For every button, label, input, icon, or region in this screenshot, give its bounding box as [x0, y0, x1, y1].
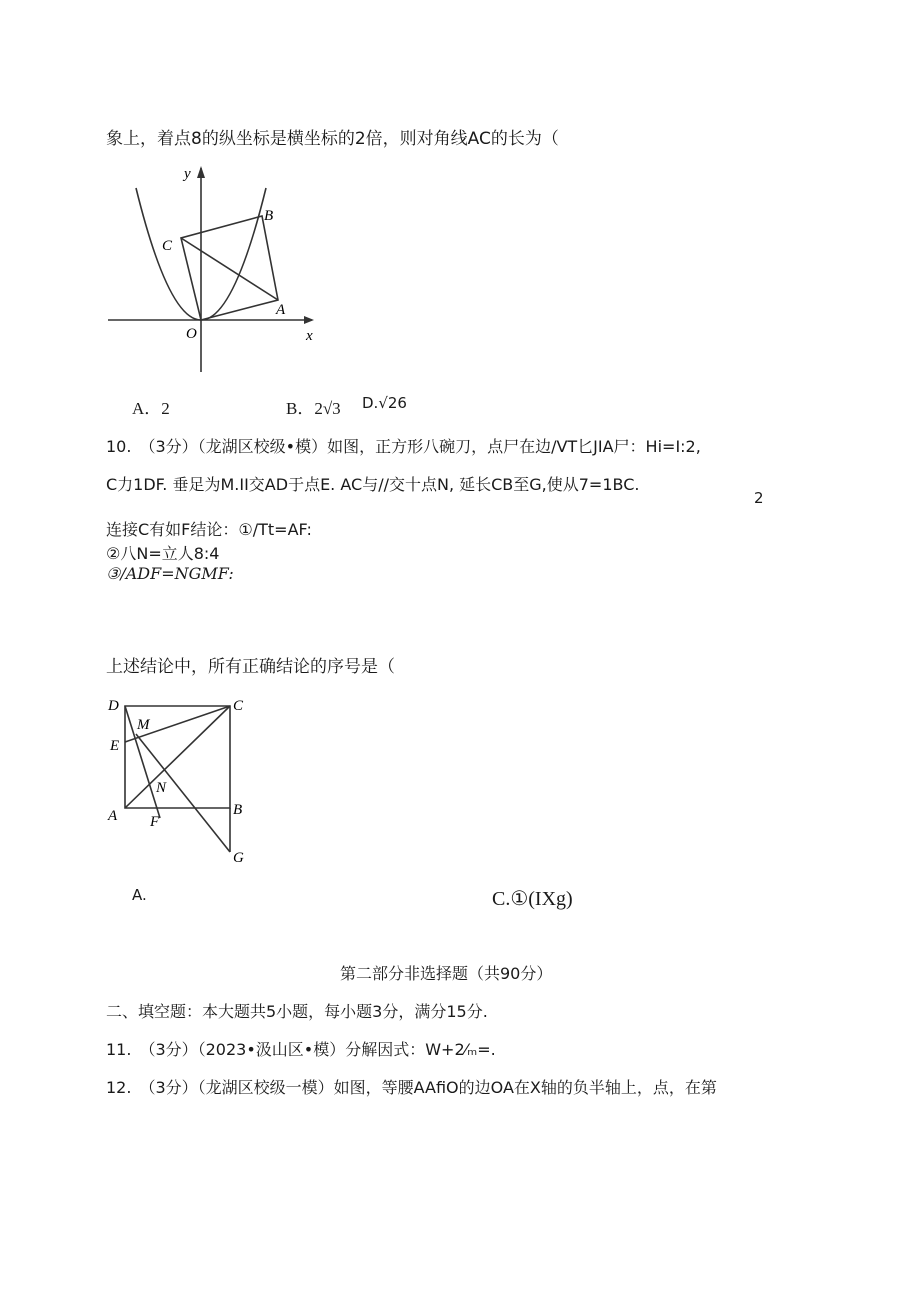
section2-title: 第二部分非选择题（共90分） — [340, 964, 553, 983]
label-A: A — [276, 302, 286, 318]
label-O: O — [186, 326, 197, 342]
label-x: x — [306, 328, 313, 344]
label-C: C — [162, 238, 173, 254]
label-y: y — [184, 166, 191, 182]
y-axis-arrow — [197, 166, 205, 178]
q10-line4: ②八N=立人8:4 — [106, 544, 220, 563]
q10-margin-number: 2 — [754, 489, 764, 507]
q9-option-a: A．2 — [132, 399, 170, 418]
diagonal-AC — [181, 238, 278, 300]
label-E: E — [110, 738, 120, 754]
q9-option-d: D.√26 — [362, 394, 407, 412]
q12-text: 12. （3分）（龙湖区校级一模）如图，等腰AAfiO的边OA在X轴的负半轴上，点，在第 — [106, 1078, 717, 1097]
q10-line2: C力1DF. 垂足为M.II交AD于点E. AC与//交十点N, 延长CB至G,使从7=1BC. — [106, 475, 640, 494]
label-F: F — [150, 814, 160, 830]
label-C: C — [233, 698, 244, 714]
q9-parabola-figure — [100, 158, 330, 378]
q10-line3: 连接C有如F结论：①/Tt=AF: — [106, 520, 312, 539]
q10-line1: 10. （3分）（龙湖区校级•模）如图，正方形八碗刀，点尸在边/VT匕JIA尸：Hi=I:2, — [106, 437, 701, 456]
label-B: B — [264, 208, 274, 224]
label-N: N — [156, 780, 167, 796]
q11-text: 11. （3分）（2023•汲山区•模）分解因式：W+2⁄ₘ=. — [106, 1040, 496, 1059]
q9-stem-tail: 象上，着点8的纵坐标是横坐标的2倍，则对角线AC的长为（ — [106, 129, 559, 149]
q10-option-a: A. — [132, 886, 147, 904]
label-D: D — [108, 698, 119, 714]
label-B: B — [233, 802, 243, 818]
label-A: A — [108, 808, 118, 824]
label-M: M — [137, 717, 150, 733]
x-axis-arrow — [304, 316, 314, 324]
q10-line5: ③/ADF=NGMF: — [106, 564, 234, 583]
q9-option-b: B．2√3 — [286, 399, 341, 418]
label-G: G — [233, 850, 244, 866]
square-OABC — [181, 216, 278, 320]
q10-option-c: C.①(IXg) — [492, 888, 573, 910]
fill-in-heading: 二、填空题：本大题共5小题，每小题3分，满分15分. — [106, 1002, 488, 1021]
q10-line6: 上述结论中，所有正确结论的序号是（ — [106, 657, 395, 677]
q10-square-figure — [100, 690, 260, 872]
